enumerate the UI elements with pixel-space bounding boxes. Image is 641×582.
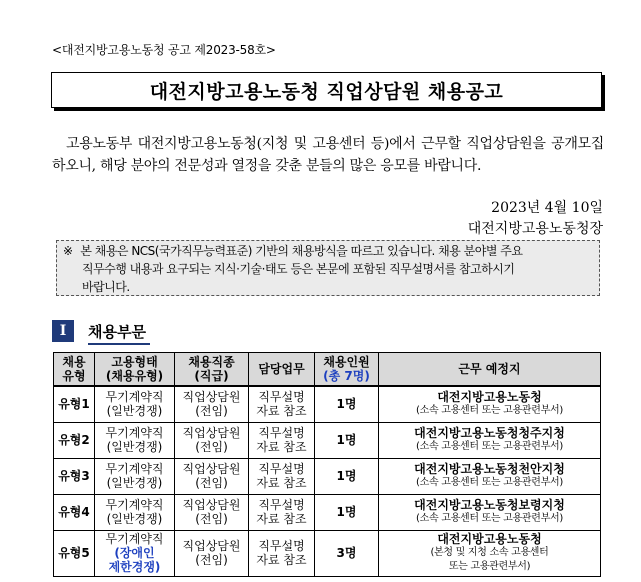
row-count: 1명: [315, 422, 379, 458]
row-type: 유형4: [54, 494, 95, 530]
table-header-row: [54, 353, 601, 387]
row-duty: 직무설명 자료 참조: [249, 530, 315, 576]
note-text-1: 본 채용은 NCS(국가직무능력표준) 기반의 채용방식을 따르고 있습니다. 채용 분야별 주요: [80, 244, 523, 258]
issuer: 대전지방고용노동청장: [467, 221, 603, 237]
row-count: 1명: [315, 494, 379, 530]
header-employment: 고용형태 (채용유형): [95, 353, 175, 387]
row-location: 대전지방고용노동청 (소속 고용센터 또는 고용관련부서): [379, 386, 601, 422]
header-duty: 담당업무: [249, 353, 315, 387]
row-duty: 직무설명 자료 참조: [249, 386, 315, 422]
note-mark: ※: [63, 244, 73, 258]
row-duty: 직무설명 자료 참조: [249, 494, 315, 530]
section-title: 채용부문: [88, 321, 150, 345]
row-type: 유형5: [54, 530, 95, 576]
header-type: 채용 유형: [54, 353, 95, 387]
row-employment: 무기계약직 (일반경쟁): [95, 458, 175, 494]
row-location: 대전지방고용노동청보령지청 (소속 고용센터 또는 고용관련부서): [379, 494, 601, 530]
table-row: [54, 530, 601, 576]
intro-text: 고용노동부 대전지방고용노동청(지청 및 고용센터 등)에서 근무할 직업상담원을 공개모집하오니, 해당 분야의 전문성과 열정을 갖춘 분들의 많은 응모를 바랍니다.: [52, 136, 604, 174]
row-location: 대전지방고용노동청 (본청 및 지청 소속 고용센터 또는 고용관련부서): [379, 530, 601, 576]
row-job: 직업상담원 (전임): [175, 458, 249, 494]
row-location: 대전지방고용노동청청주지청 (소속 고용센터 또는 고용관련부서): [379, 422, 601, 458]
row-job: 직업상담원 (전임): [175, 530, 249, 576]
row-count: 1명: [315, 386, 379, 422]
row-employment: 무기계약직 (일반경쟁): [95, 386, 175, 422]
row-location: 대전지방고용노동청천안지청 (소속 고용센터 또는 고용관련부서): [379, 458, 601, 494]
notice-number: <대전지방고용노동청 공고 제2023-58호>: [52, 43, 276, 57]
intro-paragraph: [52, 134, 604, 177]
recruitment-table: [53, 352, 601, 577]
page-title: 대전지방고용노동청 직업상담원 채용공고: [51, 72, 602, 108]
row-employment: 무기계약직 (일반경쟁): [95, 422, 175, 458]
note-line-1: [63, 242, 593, 260]
notice-date: 2023년 4월 10일: [491, 200, 603, 216]
section-heading: [52, 318, 252, 344]
row-employment: 무기계약직 (일반경쟁): [95, 494, 175, 530]
table-row: [54, 458, 601, 494]
row-type: 유형1: [54, 386, 95, 422]
row-employment: 무기계약직 (장애인 제한경쟁): [95, 530, 175, 576]
header-job: 채용직종 (직급): [175, 353, 249, 387]
row-job: 직업상담원 (전임): [175, 494, 249, 530]
row-count: 1명: [315, 458, 379, 494]
row-duty: 직무설명 자료 참조: [249, 422, 315, 458]
ncs-notice-box: [56, 240, 600, 296]
table-row: [54, 494, 601, 530]
row-count: 3명: [315, 530, 379, 576]
row-type: 유형2: [54, 422, 95, 458]
row-type: 유형3: [54, 458, 95, 494]
note-line-2: 직무수행 내용과 요구되는 지식·기술·태도 등은 본문에 포함된 직무설명서를 참고하시기: [82, 262, 515, 276]
row-job: 직업상담원 (전임): [175, 422, 249, 458]
header-count: 채용인원 (총 7명): [315, 353, 379, 387]
table-row: [54, 386, 601, 422]
note-line-3: 바랍니다.: [82, 280, 130, 294]
row-duty: 직무설명 자료 참조: [249, 458, 315, 494]
row-job: 직업상담원 (전임): [175, 386, 249, 422]
header-location: 근무 예정지: [379, 353, 601, 387]
section-number: I: [52, 320, 74, 342]
table-row: [54, 422, 601, 458]
